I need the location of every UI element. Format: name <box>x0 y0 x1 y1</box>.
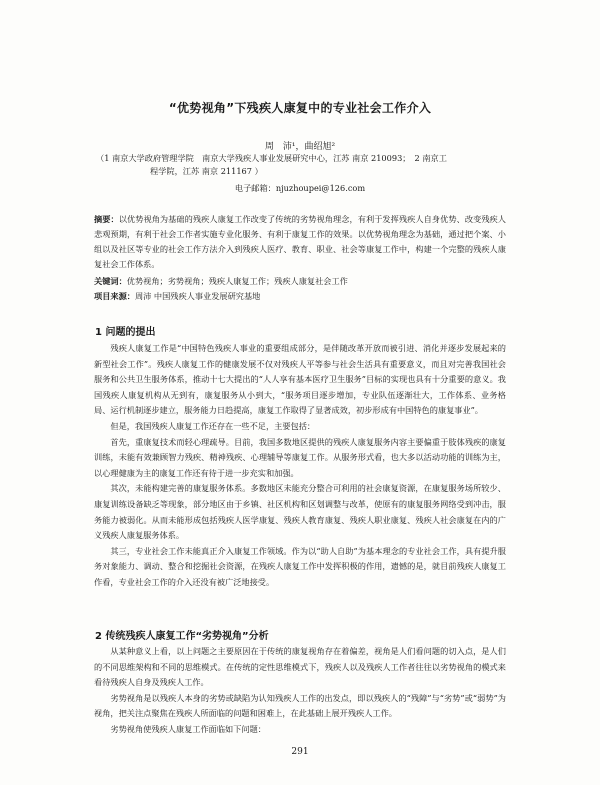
paragraph: 劣势视角是以残疾人本身的劣势或缺陷为认知残疾人工作的出发点，即以残疾人的“残障”与“劣势”或“弱势”为视角，把关注点聚焦在残疾人所面临的问题和困难上，在此基础上展开残疾人工作。 <box>94 692 506 719</box>
paragraph: 劣势视角使残疾人康复工作面临如下问题： <box>110 723 266 734</box>
keywords-label: 关键词： <box>94 276 127 286</box>
project-source-label: 项目来源： <box>94 291 135 301</box>
paragraph: 从某种意义上看，以上问题之主要原因在于传统的康复视角存在着偏差，视角是人们看问题的切入点，是人们的不同思维架构和不同的思维模式。在传统的定性思维模式下，残疾人以及残疾人工作者往往以劣势视角的模式来看待残疾人自身及残疾人工作。 <box>94 646 506 688</box>
abstract-text: 以优势视角为基础的残疾人康复工作改变了传统的劣势视角理念，有利于发挥残疾人自身优势、改变残疾人悲观预期，有利于社会工作者实施专业化服务、有利于康复工作的效果。以优势视角理念为基础，通过把个案、小组以及社区等专业的社会工作方法介入到残疾人医疗、教育、职业、社会等康复工作中，构建一个完整的残疾人康复社会工作体系。 <box>94 214 506 269</box>
section-2-heading: 2 传统残疾人康复工作“劣势视角”分析 <box>95 631 269 642</box>
section-2-body <box>94 644 506 738</box>
author-email: 电子邮箱：njuzhoupei@126.com <box>234 183 366 193</box>
abstract-label: 摘要： <box>94 214 119 224</box>
section-1-body <box>94 341 506 591</box>
affiliation <box>96 152 516 178</box>
affiliation-line-1: （1 南京大学政府管理学院 南京大学残疾人事业发展研究中心，江苏 南京 210093； 2 南京工 <box>96 153 447 163</box>
paper-title: “优势视角”下残疾人康复中的专业社会工作介入 <box>168 101 432 115</box>
project-source <box>94 291 506 302</box>
keywords <box>94 276 506 287</box>
paragraph: 其三，专业社会工作未能真正介入康复工作领域。作为以“助人自助”为基本理念的专业社会工作，具有提升服务对象能力、调动、整合和挖掘社会资源，在残疾人康复工作中发挥积极的作用，遗憾的是，就目前残疾人康复工作看，专业社会工作的介入还没有被广泛地接受。 <box>94 545 506 587</box>
project-source-text: 周沛 中国残疾人事业发展研究基地 <box>134 291 261 301</box>
page-number: 291 <box>291 747 309 757</box>
paragraph: 但是，我国残疾人康复工作还存在一些不足，主要包括： <box>110 420 316 431</box>
paragraph: 残疾人康复工作是“中国特色残疾人事业的重要组成部分，是伴随改革开放而被引进、消化并逐步发展起来的新型社会工作”。残疾人康复工作的健康发展不仅对残疾人平等参与社会生活具有重要意义，而且对完善我国社会服务和公共卫生服务体系，推动十七大提出的“人人享有基本医疗卫生服务”目标的实现也具有十分重要的意义。我国残疾人康复机构从无到有，康复服务从小到大，“服务项目逐步增加，专业队伍逐渐壮大，工作体系、业务格局、运行机制逐步建立，服务能力日趋提高，康复工作取得了显著成效，初步形成有中国特色的康复事业”。 <box>94 343 506 416</box>
paragraph: 其次，未能构建完善的康复服务体系。多数地区未能充分整合可利用的社会康复资源，在康复服务场所较少、康复训练设备缺乏等现象，部分地区由于乡镇、社区机构和区划调整与改革，使原有的康复服务网络受到冲击，服务能力被弱化。从而未能形成包括残疾人医学康复、残疾人教育康复、残疾人职业康复、残疾人社会康复在内的广义残疾人康复服务体系。 <box>94 483 506 541</box>
authors: 周 沛¹，曲绍旭² <box>264 142 336 152</box>
abstract <box>94 212 506 272</box>
section-1-heading: 1 问题的提出 <box>95 327 156 338</box>
paragraph: 首先，重康复技术而轻心理疏导。目前，我国多数地区提供的残疾人康复服务内容主要偏重于肢体残疾的康复训练，未能有效兼顾智力残疾、精神残疾、心理辅导等康复工作。从服务形式看，也大多以活动功能的训练为主，以心理健康为主的康复工作还有待于进一步充实和加强。 <box>94 436 506 478</box>
affiliation-line-2: 程学院，江苏 南京 211167 ） <box>150 166 263 176</box>
keywords-text: 优势视角；劣势视角；残疾人康复工作；残疾人康复社会工作 <box>126 276 348 286</box>
